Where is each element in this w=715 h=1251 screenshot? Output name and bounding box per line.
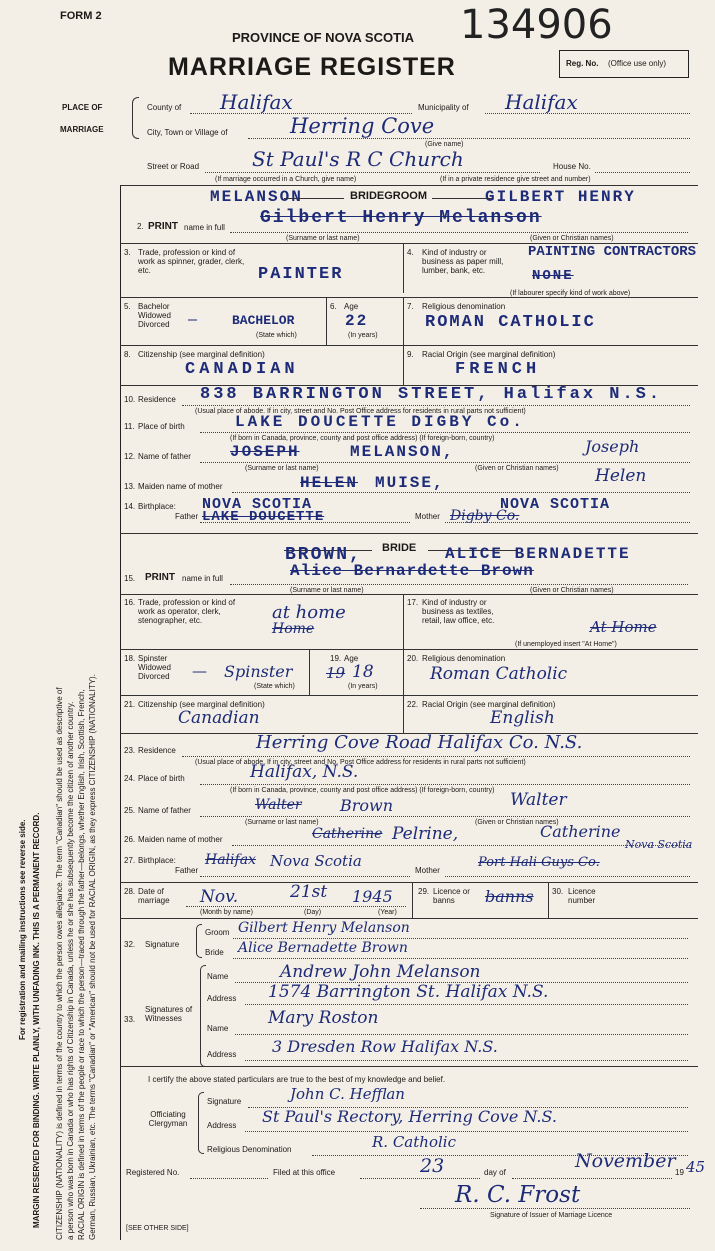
- groom-father-surname: MELANSON,: [350, 443, 455, 461]
- rule: [120, 918, 698, 919]
- groom-signature: Gilbert Henry Melanson: [238, 920, 410, 936]
- bride-father-given: Walter: [510, 790, 567, 810]
- field-number: 32.: [124, 940, 136, 949]
- certify-statement: I certify the above stated particulars are true to the best of my knowledge and belief.: [148, 1075, 446, 1084]
- bride-trade-label: Trade, profession or kind of work as operator, clerk, stenographer, etc.: [138, 598, 236, 625]
- field-number: 2.: [137, 222, 144, 231]
- witness1-name-label: Name: [207, 972, 229, 981]
- bride-citizenship-value: Canadian: [178, 708, 260, 728]
- bride-father-surname: Brown: [340, 796, 394, 815]
- surname-note: (Surname or last name): [245, 819, 319, 826]
- bride-name-line: [230, 584, 688, 585]
- field-number: 12.: [124, 452, 136, 461]
- field-number: 28.: [124, 887, 136, 896]
- bride-religion-label: Religious denomination: [422, 654, 506, 663]
- bride-industry-label: Kind of industry or business as textiles, retail, law office, etc.: [422, 598, 495, 625]
- licence-label: Licence or banns: [433, 887, 470, 905]
- field-number: 26.: [124, 835, 136, 844]
- bp-father-line: [200, 522, 410, 523]
- marriage-month: Nov.: [200, 887, 239, 907]
- county-value: Halifax: [220, 90, 293, 114]
- bp-father-line: [200, 876, 410, 877]
- street-line: [205, 172, 540, 173]
- field-number: 16.: [124, 598, 136, 607]
- groom-section-heading: BRIDEGROOM: [350, 190, 427, 202]
- bride-residence-label: Residence: [138, 746, 176, 755]
- field-number: 24.: [124, 774, 136, 783]
- page-title: MARRIAGE REGISTER: [168, 53, 456, 81]
- rule: [120, 594, 698, 595]
- mother-line: [232, 845, 690, 846]
- bride-citizenship-label: Citizenship (see marginal definition): [138, 700, 265, 709]
- rule: [120, 1066, 698, 1067]
- w2-name-line: [235, 1034, 688, 1035]
- groom-racial-label: Racial Origin (see marginal definition): [422, 350, 556, 359]
- groom-age-value: 22: [345, 312, 369, 330]
- frame-top: [120, 185, 698, 186]
- groom-trade-label: Trade, profession or kind of work as spinner, grader, clerk, etc.: [138, 248, 245, 275]
- field-number: 5.: [124, 302, 131, 311]
- groom-mother-struck: HELEN: [300, 474, 359, 492]
- field-number: 21.: [124, 700, 136, 709]
- bride-surname-written: BROWN,: [285, 545, 362, 565]
- office-use-box: [559, 50, 689, 78]
- birthplace-note: (If born in Canada, province, county and post office address) (If foreign-born, country): [230, 435, 495, 442]
- witness1-name: Andrew John Melanson: [280, 962, 481, 982]
- street-value: St Paul's R C Church: [252, 147, 464, 171]
- field-number: 33.: [124, 1015, 136, 1024]
- reg-no-label: Reg. No.: [566, 59, 599, 68]
- date-label: Date of marriage: [138, 887, 170, 905]
- sidebar-instructions: For registration and mailing instructions see reverse side.: [18, 819, 27, 1040]
- groom-mother-label: Maiden name of mother: [138, 482, 223, 491]
- groom-heading-rule-l: [284, 198, 344, 199]
- col-divider: [403, 695, 404, 733]
- field-number: 17.: [407, 598, 419, 607]
- col-divider: [403, 594, 404, 649]
- groom-bp-father-struck: LAKE DOUCETTE: [202, 509, 325, 525]
- groom-bp-label: Birthplace:: [138, 502, 176, 511]
- bride-mother-surname: Pelrine,: [392, 824, 459, 844]
- filed-day: 23: [420, 1155, 445, 1177]
- col-divider: [548, 882, 549, 918]
- field-number: 19.: [330, 654, 342, 663]
- issuer-note: Signature of Issuer of Marriage Licence: [490, 1212, 613, 1219]
- sidebar-citizenship-2: a person who was born in Canada or who has rights of Citizenship in Canada, unless he or she has subsequently become the citizen of another country.: [66, 701, 75, 1240]
- groom-name-line: [230, 232, 688, 233]
- officiating-label: Officiating Clergyman: [148, 1110, 188, 1128]
- groom-father-struck: JOSEPH: [230, 443, 300, 461]
- municipality-label: Municipality of: [418, 103, 469, 112]
- field-number: 14.: [124, 502, 136, 511]
- field-number: 22.: [407, 700, 419, 709]
- groom-religion-label: Religious denomination: [422, 302, 506, 311]
- groom-bp-mother: NOVA SCOTIA: [500, 496, 611, 513]
- bride-bp-father: Nova Scotia: [270, 852, 362, 870]
- residence-note: (Usual place of abode. If in city, street and No. Post Office address for residents in rural parts not sufficient): [195, 759, 526, 766]
- witness2-name-label: Name: [207, 1024, 229, 1033]
- marriage-label: MARRIAGE: [60, 125, 104, 134]
- field-number: 9.: [407, 350, 414, 359]
- bp-mother-line: [445, 876, 690, 877]
- bride-bp-mother: Nova Scotia: [625, 838, 693, 851]
- rule: [120, 297, 698, 298]
- witness-brace: [200, 965, 206, 1067]
- birthplace-note: (If born in Canada, province, county and post office address) (If foreign-born, country): [230, 787, 495, 794]
- filed-month: November: [575, 1150, 676, 1172]
- marriage-year: 1945: [352, 887, 393, 906]
- groom-residence-value: 838 BARRINGTON STREET, Halifax N.S.: [200, 385, 663, 404]
- bride-status-label: Spinster Widowed Divorced: [138, 654, 171, 681]
- field-number: 3.: [124, 248, 131, 257]
- w2-address-line: [245, 1060, 688, 1061]
- street-note: (If marriage occurred in a Church, give name): [215, 176, 357, 183]
- marriage-day: 21st: [290, 882, 328, 902]
- surname-note: (Surname or last name): [245, 465, 319, 472]
- year-prefix: 19: [675, 1168, 684, 1177]
- bride-age-value: 18: [352, 662, 374, 682]
- bride-father-struck: Walter: [255, 797, 302, 813]
- witness1-address-label: Address: [207, 994, 237, 1003]
- form-number: FORM 2: [60, 10, 102, 22]
- bride-name-struck: Alice Bernardette Brown: [290, 562, 534, 580]
- groom-birthplace-value: LAKE DOUCETTE DIGBY Co.: [235, 413, 525, 431]
- office-use-label: (Office use only): [608, 59, 667, 68]
- state-note: (State which): [254, 683, 295, 690]
- given-note: (Given or Christian names): [530, 235, 614, 242]
- licence-number-label: Licence number: [568, 887, 596, 905]
- bride-section-heading: BRIDE: [382, 542, 417, 554]
- groom-signature-label: Groom: [205, 928, 230, 937]
- filed-month-line: [512, 1178, 672, 1179]
- groom-bp-father: NOVA SCOTIA: [202, 496, 313, 513]
- house-line: [595, 172, 690, 173]
- bride-mother-label: Maiden name of mother: [138, 835, 223, 844]
- bride-birthplace-value: Halifax, N.S.: [250, 762, 359, 782]
- col-divider: [403, 345, 404, 385]
- bride-sign-line: [233, 958, 688, 959]
- field-number: 25.: [124, 806, 136, 815]
- bride-signature: Alice Bernadette Brown: [238, 940, 408, 956]
- col-divider: [403, 649, 404, 695]
- house-label: House No.: [553, 162, 591, 171]
- groom-mother-surname: MUISE,: [375, 474, 445, 492]
- bride-bp-father-label: Father: [175, 866, 199, 875]
- field-number: 7.: [407, 302, 414, 311]
- municipality-value: Halifax: [505, 90, 578, 114]
- bride-residence-value: Herring Cove Road Halifax Co. N.S.: [256, 732, 583, 753]
- col-divider: [326, 297, 327, 345]
- signature-brace: [196, 924, 202, 958]
- clergy-religion: R. Catholic: [372, 1133, 456, 1151]
- bride-age-struck: 19: [326, 664, 346, 682]
- bride-given-written: ALICE BERNADETTE: [445, 545, 631, 563]
- groom-citizenship-label: Citizenship (see marginal definition): [138, 350, 265, 359]
- col-divider: [309, 649, 310, 695]
- years-note: (In years): [348, 683, 378, 690]
- residence-note: (Usual place of abode. If in city, street and No. Post Office address for residents in rural parts not sufficient): [195, 408, 526, 415]
- bride-mother-struck: Catherine: [312, 826, 383, 842]
- groom-industry-label: Kind of industry or business as paper mill, lumber, bank, etc.: [422, 248, 504, 275]
- sidebar-racial-2: German, Russian, Ukrainian, etc. The terms "Canadian" or "American" should not be used for RACIAL ORIGIN, as they express CITIZENSHIP (NATIONALITY).: [88, 674, 97, 1240]
- groom-bp-father-label: Father: [175, 512, 199, 521]
- unemployed-note: (If unemployed insert "At Home"): [515, 641, 617, 648]
- years-note: (In years): [348, 332, 378, 339]
- city-label: City, Town or Village of: [147, 128, 228, 137]
- filed-day-line: [360, 1178, 480, 1179]
- bride-bp-mother-label: Mother: [415, 866, 440, 875]
- year-note: (Year): [378, 909, 397, 916]
- bride-mother-given: Catherine: [540, 822, 621, 841]
- field-number: 18.: [124, 654, 136, 663]
- field-number: 11.: [124, 422, 135, 431]
- sidebar-margin-note: MARGIN RESERVED FOR BINDING. WRITE PLAINLY, WITH UNFADING INK. THIS IS A PERMANENT RECORD.: [32, 812, 41, 1228]
- groom-status-value: BACHELOR: [232, 313, 295, 328]
- officiating-brace: [198, 1092, 204, 1154]
- issuer-signature: R. C. Frost: [455, 1182, 581, 1208]
- name-in-full-label: name in full: [182, 574, 223, 583]
- bride-trade-value: at home: [272, 602, 346, 623]
- bride-racial-value: English: [490, 708, 555, 728]
- father-line: [200, 816, 690, 817]
- bride-trade-struck: Home: [272, 621, 315, 637]
- rule: [120, 345, 698, 346]
- witness1-address: 1574 Barrington St. Halifax N.S.: [268, 982, 549, 1002]
- bride-birthplace-label: Place of birth: [138, 774, 185, 783]
- see-other-side: [SEE OTHER SIDE]: [126, 1225, 189, 1232]
- col-divider: [403, 297, 404, 345]
- city-value: Herring Cove: [290, 114, 435, 138]
- field-number: 29.: [418, 887, 430, 896]
- clergy-signature: John C. Hefflan: [290, 1085, 405, 1103]
- groom-birthplace-label: Place of birth: [138, 422, 185, 431]
- witness-label: Signatures of Witnesses: [145, 1005, 193, 1023]
- col-divider: [412, 882, 413, 918]
- surname-note: (Surname or last name): [286, 235, 360, 242]
- print-label: PRINT: [145, 572, 175, 583]
- rule: [120, 695, 698, 696]
- place-of-label: PLACE OF: [62, 103, 103, 112]
- groom-given-written: GILBERT HENRY: [485, 188, 636, 206]
- birthplace-line: [200, 784, 690, 785]
- given-note: (Given or Christian names): [475, 819, 559, 826]
- residence-line: [182, 756, 690, 757]
- state-note: (State which): [256, 332, 297, 339]
- print-label: PRINT: [148, 221, 178, 232]
- rule: [120, 649, 698, 650]
- given-note: (Given or Christian names): [530, 587, 614, 594]
- field-number: 20.: [407, 654, 419, 663]
- groom-sign-line: [233, 938, 688, 939]
- bride-racial-label: Racial Origin (see marginal definition): [422, 700, 556, 709]
- groom-status-label: Bachelor Widowed Divorced: [138, 302, 171, 329]
- groom-mother-given: Helen: [595, 466, 647, 486]
- surname-note: (Surname or last name): [290, 587, 364, 594]
- clergy-religion-label: Religious Denomination: [207, 1145, 292, 1154]
- bride-status-value: Spinster: [224, 662, 293, 681]
- groom-father-label: Name of father: [138, 452, 191, 461]
- groom-religion-value: ROMAN CATHOLIC: [425, 313, 596, 332]
- bride-father-label: Name of father: [138, 806, 191, 815]
- registered-line: [190, 1178, 268, 1179]
- groom-surname-written: MELANSON: [210, 188, 303, 206]
- bride-religion-value: Roman Catholic: [430, 664, 568, 684]
- groom-age-label: Age: [344, 302, 359, 311]
- field-number: 27.: [124, 856, 136, 865]
- city-line: [248, 138, 690, 139]
- licence-value: banns: [485, 887, 534, 906]
- groom-trade-value: PAINTER: [258, 265, 344, 284]
- rule: [120, 533, 698, 534]
- clergy-signature-label: Signature: [207, 1097, 242, 1106]
- field-number: 15.: [124, 574, 136, 583]
- filed-label: Filed at this office: [273, 1168, 336, 1177]
- signature-label: Signature: [145, 940, 180, 949]
- county-label: County of: [147, 103, 182, 112]
- registration-number: 134906: [460, 2, 613, 48]
- mother-line: [232, 492, 690, 493]
- groom-residence-label: Residence: [138, 395, 176, 404]
- groom-bp-mother-struck: Digby Co.: [450, 508, 520, 524]
- field-number: 30.: [552, 887, 564, 896]
- day-note: (Day): [304, 909, 322, 916]
- sidebar-racial-1: RACIAL ORIGIN is defined in terms of the people or race to which the person—traced through the father—belongs, whether English, Irish, Scottish, French,: [77, 689, 86, 1240]
- groom-industry-struck: NONE: [532, 268, 574, 284]
- field-number: 13.: [124, 482, 136, 491]
- month-note: (Month by name): [200, 909, 253, 916]
- father-line: [200, 462, 690, 463]
- province-heading: PROVINCE OF NOVA SCOTIA: [232, 30, 415, 45]
- rule: [120, 882, 698, 883]
- day-of-label: day of: [484, 1168, 506, 1177]
- issuer-line: [420, 1208, 690, 1209]
- field-number: 23.: [124, 746, 136, 755]
- bp-mother-line: [445, 522, 690, 523]
- bride-industry-struck: At Home: [590, 618, 657, 636]
- clergy-address: St Paul's Rectory, Herring Cove N.S.: [262, 1107, 557, 1126]
- registered-no-label: Registered No.: [126, 1168, 180, 1177]
- groom-father-given: Joseph: [585, 437, 640, 456]
- groom-industry-value: PAINTING CONTRACTORS: [528, 244, 697, 260]
- field-number: 6.: [330, 302, 337, 311]
- clergy-address-line: [245, 1131, 688, 1132]
- give-name-note: (Give name): [425, 141, 464, 148]
- groom-citizenship-value: CANADIAN: [185, 360, 299, 379]
- filed-year: 45: [686, 1158, 706, 1176]
- given-note: (Given or Christian names): [475, 465, 559, 472]
- groom-status-dash: —: [188, 312, 198, 329]
- clergy-address-label: Address: [207, 1121, 237, 1130]
- birthplace-line: [200, 432, 690, 433]
- labourer-note: (If labourer specify kind of work above): [510, 290, 631, 297]
- witness2-address: 3 Dresden Row Halifax N.S.: [272, 1037, 498, 1056]
- groom-name-struck: Gilbert Henry Melanson: [260, 208, 542, 228]
- groom-bp-mother-label: Mother: [415, 512, 440, 521]
- sidebar-citizenship-1: CITIZENSHIP (NATIONALITY) is defined in terms of the country to which the person owes allegiance. The term "Canadian" should be used as descriptive of: [55, 687, 64, 1240]
- bride-bp-mother-struck: Port Hali Guys Co.: [478, 855, 600, 870]
- bride-status-dash: —: [192, 662, 207, 680]
- field-number: 4.: [407, 248, 414, 257]
- groom-racial-value: FRENCH: [455, 360, 541, 379]
- bride-bp-father-struck: Halifax: [205, 852, 256, 868]
- bride-bp-label: Birthplace:: [138, 856, 176, 865]
- residence-line: [182, 405, 690, 406]
- place-brace: [132, 97, 139, 139]
- street-label: Street or Road: [147, 162, 200, 171]
- field-number: 10.: [124, 395, 136, 404]
- field-number: 8.: [124, 350, 131, 359]
- w1-address-line: [245, 1004, 688, 1005]
- house-note: (If in a private residence give street and number): [440, 176, 591, 183]
- col-divider: [403, 243, 404, 293]
- name-in-full-label: name in full: [184, 223, 225, 232]
- bride-signature-label: Bride: [205, 948, 224, 957]
- bride-age-label: Age: [344, 654, 359, 663]
- witness2-address-label: Address: [207, 1050, 237, 1059]
- witness2-name: Mary Roston: [268, 1008, 379, 1028]
- date-line: [186, 906, 406, 907]
- groom-heading-rule-r: [432, 198, 492, 199]
